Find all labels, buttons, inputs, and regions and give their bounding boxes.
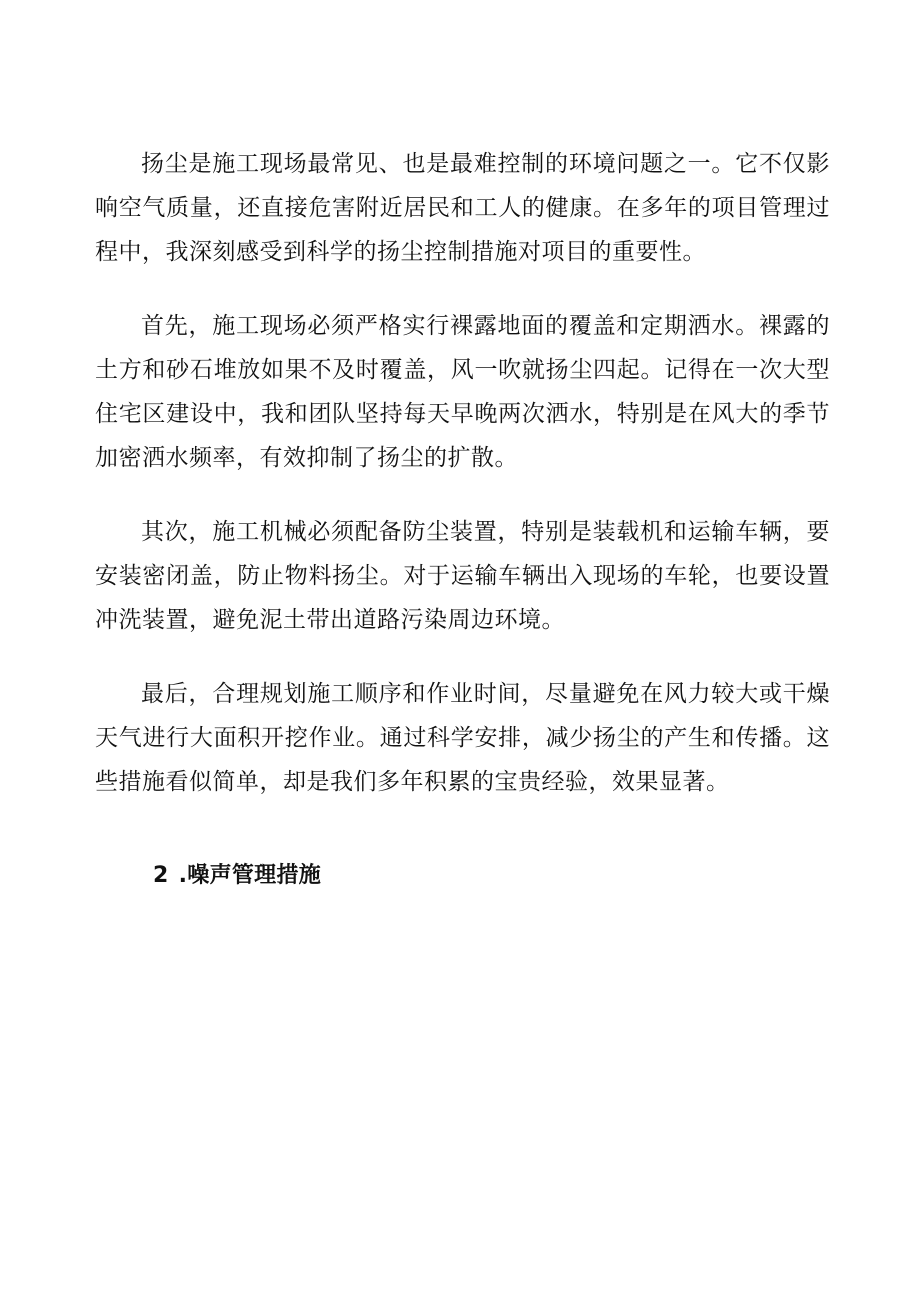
paragraph-scheduling: 最后，合理规划施工顺序和作业时间，尽量避免在风力较大或干燥天气进行大面积开挖作业。通过科学安排，减少扬尘的产生和传播。这些措施看似简单，却是我们多年积累的宝贵经验，效果显著。: [95, 681, 830, 795]
section-heading-noise: [95, 854, 830, 898]
document-body: [95, 142, 830, 898]
paragraph-ground-cover: 首先，施工现场必须严格实行裸露地面的覆盖和定期洒水。裸露的土方和砂石堆放如果不及时覆盖，风一吹就扬尘四起。记得在一次大型住宅区建设中，我和团队坚持每天早晚两次洒水，特别是在风大的季节加密洒水频率，有效抑制了扬尘的扩散。: [95, 313, 830, 471]
paragraph-dust-intro: 扬尘是施工现场最常见、也是最难控制的环境问题之一。它不仅影响空气质量，还直接危害附近居民和工人的健康。在多年的项目管理过程中，我深刻感受到科学的扬尘控制措施对项目的重要性。: [95, 151, 830, 265]
section-number: 2: [153, 863, 169, 888]
section-title: .噪声管理措施: [178, 863, 322, 888]
paragraph-machinery: 其次，施工机械必须配备防尘装置，特别是装载机和运输车辆，要安装密闭盖，防止物料扬尘。对于运输车辆出入现场的车轮，也要设置冲洗装置，避免泥土带出道路污染周边环境。: [95, 519, 830, 633]
